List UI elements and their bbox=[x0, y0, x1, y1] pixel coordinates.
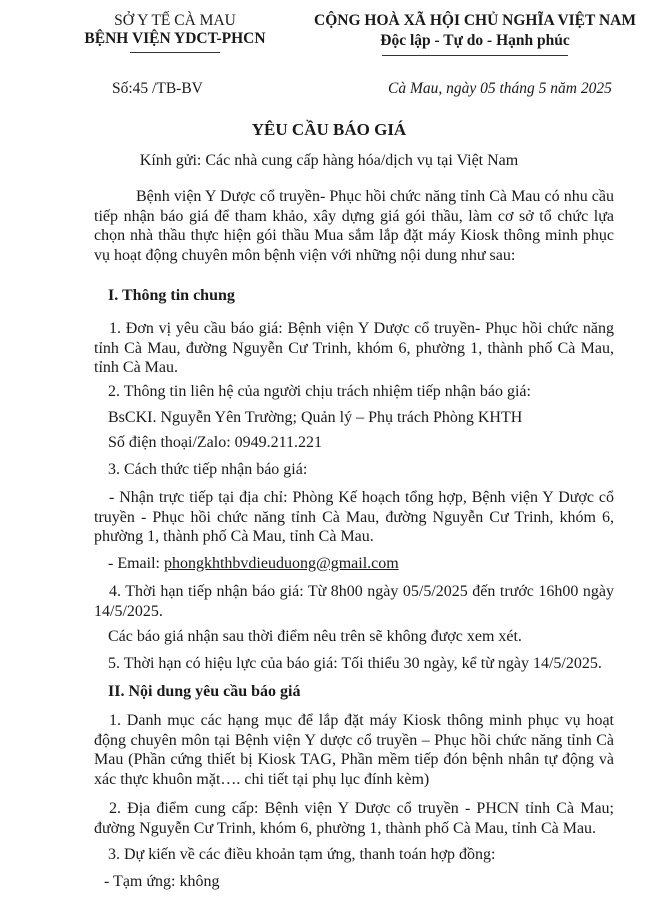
late-note: Các báo giá nhận sau thời điểm nêu trên sẽ không được xem xét. bbox=[108, 628, 522, 645]
section2-item2-text: 2. Địa điểm cung cấp: Bệnh viện Y Dược cổ truyền - PHCN tỉnh Cà Mau; đường Nguyễn Cư Trinh, khóm 6, phường 1, thành phố Cà Mau, tỉnh Cà Mau. bbox=[94, 800, 614, 837]
intro-text: Bệnh viện Y Dược cổ truyền- Phục hồi chức năng tỉnh Cà Mau có nhu cầu tiếp nhận báo giá để tham khảo, xây dựng giá gói thầu, làm cơ sở tổ chức lựa chọn nhà thầu thực hiện gói thầu Mua sắm lắp đặt máy Kiosk thông minh phục vụ hoạt động chuyên môn bệnh viện với những nội dung như sau: bbox=[94, 188, 614, 264]
section2-heading: II. Nội dung yêu cầu báo giá bbox=[108, 683, 301, 700]
intro-paragraph bbox=[94, 187, 614, 265]
section2-item1-text: 1. Danh mục các hạng mục để lắp đặt máy Kiosk thông minh phục vụ hoạt động chuyên môn tại Bệnh viện Y dược cổ truyền – Phục hồi chức năng tỉnh Cà Mau (Phần cứng thiết bị Kiosk TAG, Phần mềm tiếp đón bệnh nhân tự động và xác thực khuôn mặt…. chi tiết tại phụ lục đính kèm) bbox=[94, 712, 614, 788]
section1-item1 bbox=[94, 319, 614, 378]
section1-item5: 5. Thời hạn có hiệu lực của báo giá: Tối thiểu 30 ngày, kể từ ngày 14/5/2025. bbox=[108, 655, 602, 672]
recipient-line: Kính gửi: Các nhà cung cấp hàng hóa/dịch vụ tại Việt Nam bbox=[139, 152, 519, 169]
org-top: SỞ Y TẾ CÀ MAU bbox=[114, 12, 236, 29]
section2-item3: 3. Dự kiến về các điều khoản tạm ứng, thanh toán hợp đồng: bbox=[108, 846, 496, 863]
direct-delivery-text: - Nhận trực tiếp tại địa chỉ: Phòng Kế hoạch tổng hợp, Bệnh viện Y Dược cổ truyền - Phục hồi chức năng tỉnh Cà Mau, đường Nguyễn Cư Trinh, khóm 6, phường 1, thành phố Cà Mau, tỉnh Cà Mau. bbox=[94, 489, 614, 545]
email-link[interactable]: phongkhthbvdieuduong@gmail.com bbox=[163, 555, 399, 572]
place-date: Cà Mau, ngày 05 tháng 5 năm 2025 bbox=[388, 80, 612, 97]
direct-delivery bbox=[94, 488, 614, 547]
section1-item1-text: 1. Đơn vị yêu cầu báo giá: Bệnh viện Y Dược cổ truyền- Phục hồi chức năng tỉnh Cà Mau, đường Nguyễn Cư Trinh, khóm 6, phường 1, thành phố Cà Mau, tỉnh Cà Mau. bbox=[94, 320, 614, 376]
contact-phone: Số điện thoại/Zalo: 0949.211.221 bbox=[108, 434, 323, 451]
section1-item4 bbox=[94, 582, 614, 621]
email-line bbox=[108, 555, 399, 573]
org-name: BỆNH VIỆN YDCT-PHCN bbox=[84, 30, 266, 47]
section1-item4-text: 4. Thời hạn tiếp nhận báo giá: Từ 8h00 ngày 05/5/2025 đến trước 16h00 ngày 14/5/2025. bbox=[94, 583, 614, 620]
email-label: - Email: bbox=[108, 555, 164, 572]
contact-name: BsCKI. Nguyễn Yên Trường; Quản lý – Phụ trách Phòng KHTH bbox=[108, 409, 523, 426]
country-name: CỘNG HOÀ XÃ HỘI CHỦ NGHĨA VIỆT NAM bbox=[314, 12, 636, 29]
section1-item2: 2. Thông tin liên hệ của người chịu trách nhiệm tiếp nhận báo giá: bbox=[108, 383, 531, 400]
doc-number: Số:45 /TB-BV bbox=[112, 80, 203, 97]
section2-item1 bbox=[94, 711, 614, 789]
motto: Độc lập - Tự do - Hạnh phúc bbox=[380, 32, 570, 49]
section2-item2 bbox=[94, 799, 614, 838]
document-title: YÊU CẦU BÁO GIÁ bbox=[251, 120, 407, 139]
section1-item3: 3. Cách thức tiếp nhận báo giá: bbox=[108, 461, 308, 478]
org-underline bbox=[130, 52, 220, 53]
section1-heading: I. Thông tin chung bbox=[108, 287, 235, 304]
motto-underline bbox=[382, 55, 568, 56]
advance-payment: - Tạm ứng: không bbox=[104, 873, 220, 890]
